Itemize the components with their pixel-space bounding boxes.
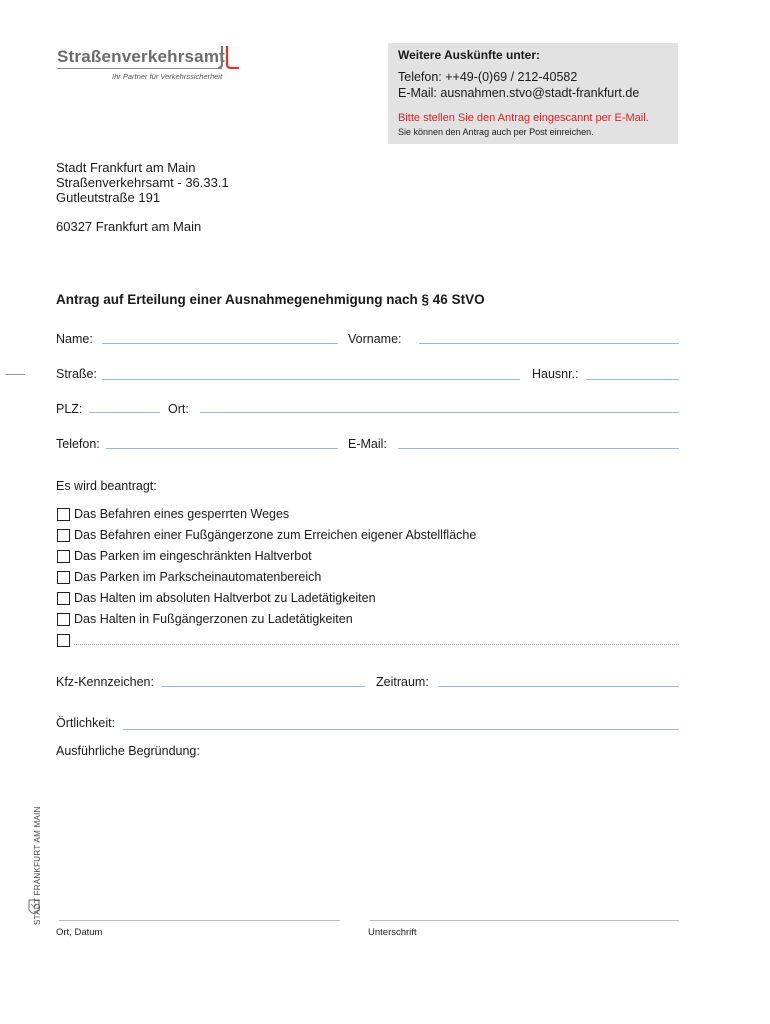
margin-fold-mark bbox=[5, 374, 25, 375]
option-label-1: Das Befahren eines gesperrten Weges bbox=[74, 507, 290, 521]
telefon-label: Telefon: bbox=[56, 437, 100, 451]
address-line-1: Stadt Frankfurt am Main bbox=[56, 160, 196, 175]
option-label-2: Das Befahren einer Fußgängerzone zum Erreichen eigener Abstellfläche bbox=[74, 528, 477, 542]
option-checkbox-other[interactable] bbox=[57, 634, 70, 647]
zeitraum-label: Zeitraum: bbox=[376, 675, 429, 689]
logo-name: Straßenverkehrsamt bbox=[57, 47, 226, 66]
email-label: E-Mail: bbox=[348, 437, 387, 451]
ort-datum-label: Ort, Datum bbox=[56, 927, 103, 938]
telefon-field[interactable] bbox=[106, 448, 338, 449]
option-label-6: Das Halten in Fußgängerzonen zu Ladetätigkeiten bbox=[74, 612, 353, 626]
info-notice-email: Bitte stellen Sie den Antrag eingescannt per E-Mail. bbox=[398, 112, 649, 124]
vorname-label: Vorname: bbox=[348, 332, 402, 346]
option-label-3: Das Parken im eingeschränkten Haltverbot bbox=[74, 549, 312, 563]
form-title: Antrag auf Erteilung einer Ausnahmegenehmigung nach § 46 StVO bbox=[56, 292, 485, 307]
option-checkbox-1[interactable] bbox=[57, 508, 70, 521]
hausnr-field[interactable] bbox=[586, 379, 679, 380]
option-checkbox-4[interactable] bbox=[57, 571, 70, 584]
city-crest-icon bbox=[28, 898, 40, 918]
info-notice-post: Sie können den Antrag auch per Post einreichen. bbox=[398, 127, 594, 137]
name-field[interactable] bbox=[102, 343, 338, 344]
option-checkbox-6[interactable] bbox=[57, 613, 70, 626]
ort-datum-field[interactable] bbox=[59, 920, 340, 921]
plz-field[interactable] bbox=[89, 412, 160, 413]
option-checkbox-5[interactable] bbox=[57, 592, 70, 605]
city-side-text: STADT FRANKFURT AM MAIN bbox=[33, 806, 42, 925]
kfz-field[interactable] bbox=[161, 686, 365, 687]
zeitraum-field[interactable] bbox=[438, 686, 679, 687]
begruendung-label: Ausführliche Begründung: bbox=[56, 744, 200, 758]
info-email: E-Mail: ausnahmen.stvo@stadt-frankfurt.de bbox=[398, 86, 640, 100]
option-label-4: Das Parken im Parkscheinautomatenbereich bbox=[74, 570, 322, 584]
option-checkbox-2[interactable] bbox=[57, 529, 70, 542]
address-line-2: Straßenverkehrsamt - 36.33.1 bbox=[56, 175, 229, 190]
vorname-field[interactable] bbox=[419, 343, 679, 344]
name-label: Name: bbox=[56, 332, 93, 346]
kfz-label: Kfz-Kennzeichen: bbox=[56, 675, 154, 689]
logo-icon bbox=[218, 44, 240, 72]
signature-label: Unterschrift bbox=[368, 927, 417, 938]
oertlichkeit-field[interactable] bbox=[123, 729, 679, 730]
plz-label: PLZ: bbox=[56, 402, 83, 416]
option-other-field[interactable] bbox=[74, 644, 679, 645]
strasse-label: Straße: bbox=[56, 367, 97, 381]
oertlichkeit-label: Örtlichkeit: bbox=[56, 716, 116, 730]
option-checkbox-3[interactable] bbox=[57, 550, 70, 563]
logo-divider bbox=[57, 68, 222, 69]
strasse-field[interactable] bbox=[102, 379, 520, 380]
requested-label: Es wird beantragt: bbox=[56, 479, 157, 493]
logo-tagline: Ihr Partner für Verkehrssicherheit bbox=[112, 72, 223, 81]
address-line-4: 60327 Frankfurt am Main bbox=[56, 219, 202, 234]
ort-field[interactable] bbox=[200, 412, 679, 413]
signature-field[interactable] bbox=[370, 920, 679, 921]
info-phone: Telefon: ++49-(0)69 / 212-40582 bbox=[398, 70, 578, 84]
ort-label: Ort: bbox=[168, 402, 189, 416]
address-line-3: Gutleutstraße 191 bbox=[56, 190, 161, 205]
hausnr-label: Hausnr.: bbox=[532, 367, 579, 381]
option-label-5: Das Halten im absoluten Haltverbot zu Ladetätigkeiten bbox=[74, 591, 376, 605]
begruendung-field[interactable] bbox=[56, 762, 679, 902]
email-field[interactable] bbox=[398, 448, 679, 449]
info-title: Weitere Auskünfte unter: bbox=[398, 48, 541, 62]
